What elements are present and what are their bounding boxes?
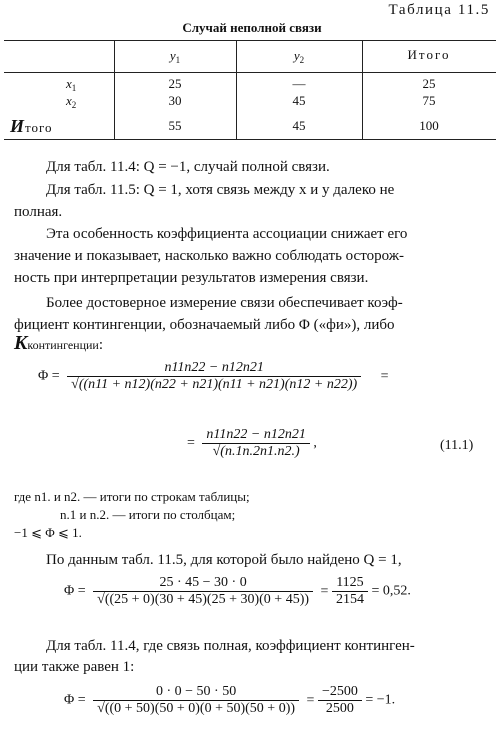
paragraph-line: Более достоверное измерение связи обеспечивает коэф- xyxy=(46,295,403,311)
where-line: −1 ⩽ Φ ⩽ 1. xyxy=(14,525,82,540)
col-header-y2: $y_2$ xyxy=(293,48,305,65)
col-header-y1: $y_1$ xyxy=(169,48,181,65)
table-cell: 45 xyxy=(292,93,306,108)
equation-number: (11.1) xyxy=(440,438,474,453)
paragraph-line: Для табл. 11.5: Q = 1, хотя связь между x и y далеко не xyxy=(46,182,395,198)
row-label-x1: $x_1$ xyxy=(66,76,77,93)
table-cell: 55 xyxy=(168,118,182,133)
table-cell: 30 xyxy=(168,93,182,108)
table-top-rule xyxy=(4,40,496,41)
table-cell: 100 xyxy=(419,118,439,133)
table-cell: — xyxy=(292,76,306,91)
formula-11-1-line1: Φ = $\frac{n11n22 - n12n21}{√((n11 + n12)(n22 + n21)(n11 + n21)(n12 + n22))}$ = xyxy=(38,360,389,392)
paragraph-line: По данным табл. 11.5, для которой было найдено Q = 1, xyxy=(46,552,402,568)
paragraph-line: Для табл. 11.4, где связь полная, коэффициент континген- xyxy=(46,638,415,654)
row-label-x2: $x_2$ xyxy=(66,93,77,110)
paragraph-line: Для табл. 11.4: Q = −1, случай полной связи. xyxy=(46,159,330,175)
table-title: Случай неполной связи xyxy=(182,20,322,35)
table-cell: 25 xyxy=(168,76,182,91)
formula-phi-11-4: Φ = $\frac{0 \cdot 0 - 50 \cdot 50}{√((0 + 50)(50 + 0)(0 + 50)(50 + 0))}$ = $\frac{-2500}{2500}$ = −1. xyxy=(64,684,396,716)
paragraph-line: ность при интерпретации результатов измерения связи. xyxy=(14,270,369,286)
col-header-total: Итого xyxy=(407,47,451,62)
where-line: где n1. и n2. — итоги по строкам таблицы; xyxy=(14,489,250,504)
formula-11-1-line2: = $\frac{n11n22 - n12n21}{√(n.1n.2n1.n2.)}$ , xyxy=(187,427,317,459)
formula-phi-11-5: Φ = $\frac{25 \cdot 45 - 30 \cdot 0}{√((25 + 0)(30 + 45)(25 + 30)(0 + 45))}$ = $\frac{1125}{2154}$ = 0,52. xyxy=(64,575,411,607)
paragraph-line: ции также равен 1: xyxy=(14,659,135,675)
table-header-rule xyxy=(4,72,496,73)
where-line: n.1 и n.2. — итоги по столбцам; xyxy=(60,507,236,522)
row-label-total: Итого xyxy=(10,116,53,136)
paragraph-line: полная. xyxy=(14,204,63,220)
paragraph-line: значение и показывает, насколько важно соблюдать осторож- xyxy=(14,248,405,264)
table-cell: 25 xyxy=(422,76,436,91)
table-bottom-rule xyxy=(4,139,496,140)
table-cell: 45 xyxy=(292,118,306,133)
paragraph-line: Kконтингенции: xyxy=(14,332,104,354)
table-label: Таблица 11.5 xyxy=(388,2,490,18)
table-cell: 75 xyxy=(422,93,436,108)
paragraph-line: фициент контингенции, обозначаемый либо Φ («фи»), либо xyxy=(14,317,395,333)
paragraph-line: Эта особенность коэффициента ассоциации снижает его xyxy=(46,226,408,242)
